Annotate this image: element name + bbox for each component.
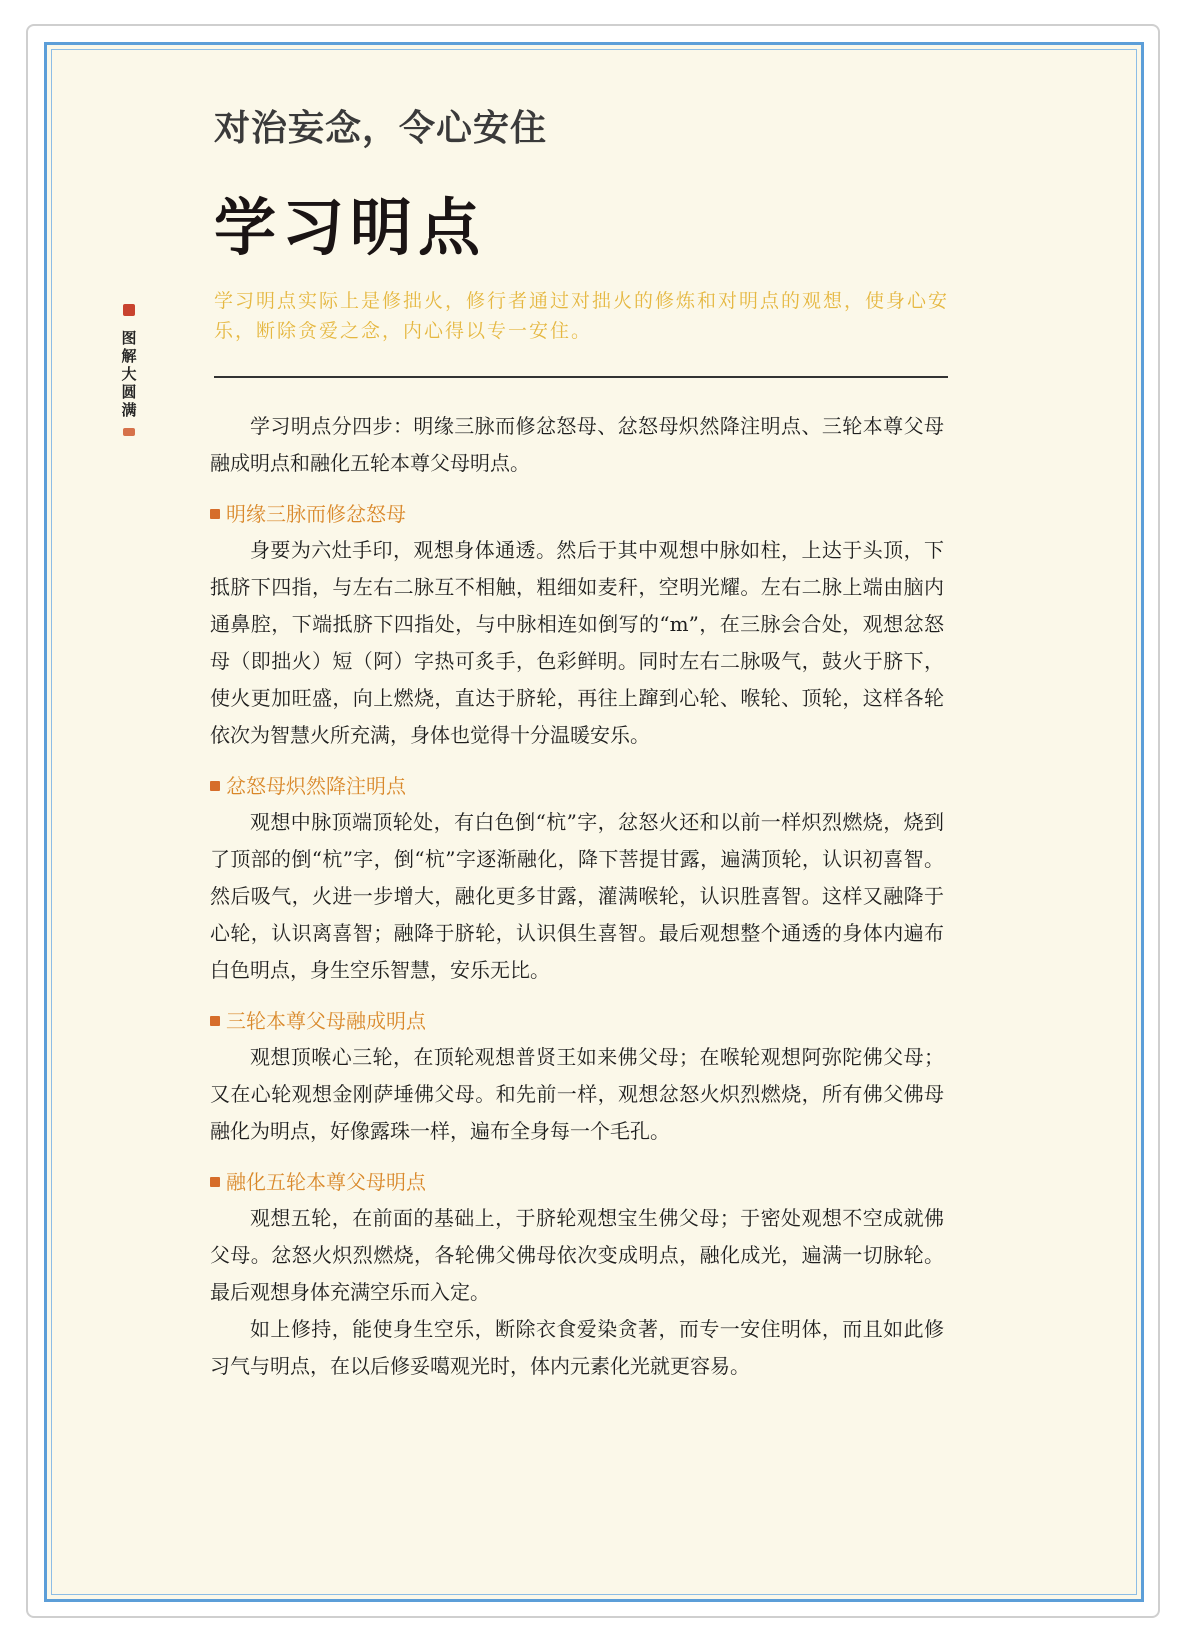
- seal-icon: [123, 304, 135, 316]
- seal-icon-bottom: [123, 428, 135, 436]
- article-body: [210, 408, 944, 1385]
- side-tab: [118, 304, 140, 436]
- page-subtitle: 对治妄念，令心安住: [214, 108, 548, 149]
- section-4-paragraph-2: 如上修持，能使身生空乐，断除衣食爱染贪著，而专一安住明体，而且如此修习气与明点，在以后修妥噶观光时，体内元素化光就更容易。: [210, 1317, 944, 1378]
- section-3-paragraph: 观想顶喉心三轮，在顶轮观想普贤王如来佛父母；在喉轮观想阿弥陀佛父母；又在心轮观想金刚萨埵佛父母。和先前一样，观想忿怒火炽烈燃烧，所有佛父佛母融化为明点，好像露珠一样，遍布全身每一个毛孔。: [210, 1045, 944, 1143]
- intro-text: 学习明点实际上是修拙火，修行者通过对拙火的修炼和对明点的观想，使身心安乐，断除贪爱之念，内心得以专一安住。: [214, 290, 950, 342]
- side-label: 图解大圆满: [119, 330, 138, 420]
- section-4-paragraph-1: 观想五轮，在前面的基础上，于脐轮观想宝生佛父母；于密处观想不空成就佛父母。忿怒火炽烈燃烧，各轮佛父佛母依次变成明点，融化成光，遍满一切脉轮。最后观想身体充满空乐而入定。: [210, 1206, 944, 1304]
- section-heading-4: 融化五轮本尊父母明点: [210, 1164, 944, 1200]
- bullet-square-icon: [210, 509, 220, 519]
- bullet-square-icon: [210, 1016, 220, 1026]
- bullet-square-icon: [210, 1177, 220, 1187]
- section-heading-2: 忿怒母炽然降注明点: [210, 768, 944, 804]
- page-title: 学习明点: [214, 191, 487, 264]
- section-heading-3: 三轮本尊父母融成明点: [210, 1003, 944, 1039]
- section-heading-1: 明缘三脉而修忿怒母: [210, 496, 944, 532]
- bullet-square-icon: [210, 781, 220, 791]
- lead-paragraph: 学习明点分四步：明缘三脉而修忿怒母、忿怒母炽然降注明点、三轮本尊父母融成明点和融化五轮本尊父母明点。: [210, 414, 944, 475]
- divider-line: [214, 376, 948, 378]
- section-2-paragraph: 观想中脉顶端顶轮处，有白色倒“杭”字，忿怒火还和以前一样炽烈燃烧，烧到了顶部的倒“杭”字，倒“杭”字逐渐融化，降下菩提甘露，遍满顶轮，认识初喜智。然后吸气，火进一步增大，融化更多甘露，灌满喉轮，认识胜喜智。这样又融降于心轮，认识离喜智；融降于脐轮，认识俱生喜智。最后观想整个通透的身体内遍布白色明点，身生空乐智慧，安乐无比。: [210, 810, 944, 982]
- section-1-paragraph: 身要为六灶手印，观想身体通透。然后于其中观想中脉如柱，上达于头顶，下抵脐下四指，与左右二脉互不相触，粗细如麦秆，空明光耀。左右二脉上端由脑内通鼻腔，下端抵脐下四指处，与中脉相连如倒写的“m”，在三脉会合处，观想忿怒母（即拙火）短（阿）字热可炙手，色彩鲜明。同时左右二脉吸气，鼓火于脐下，使火更加旺盛，向上燃烧，直达于脐轮，再往上蹿到心轮、喉轮、顶轮，这样各轮依次为智慧火所充满，身体也觉得十分温暖安乐。: [210, 538, 944, 747]
